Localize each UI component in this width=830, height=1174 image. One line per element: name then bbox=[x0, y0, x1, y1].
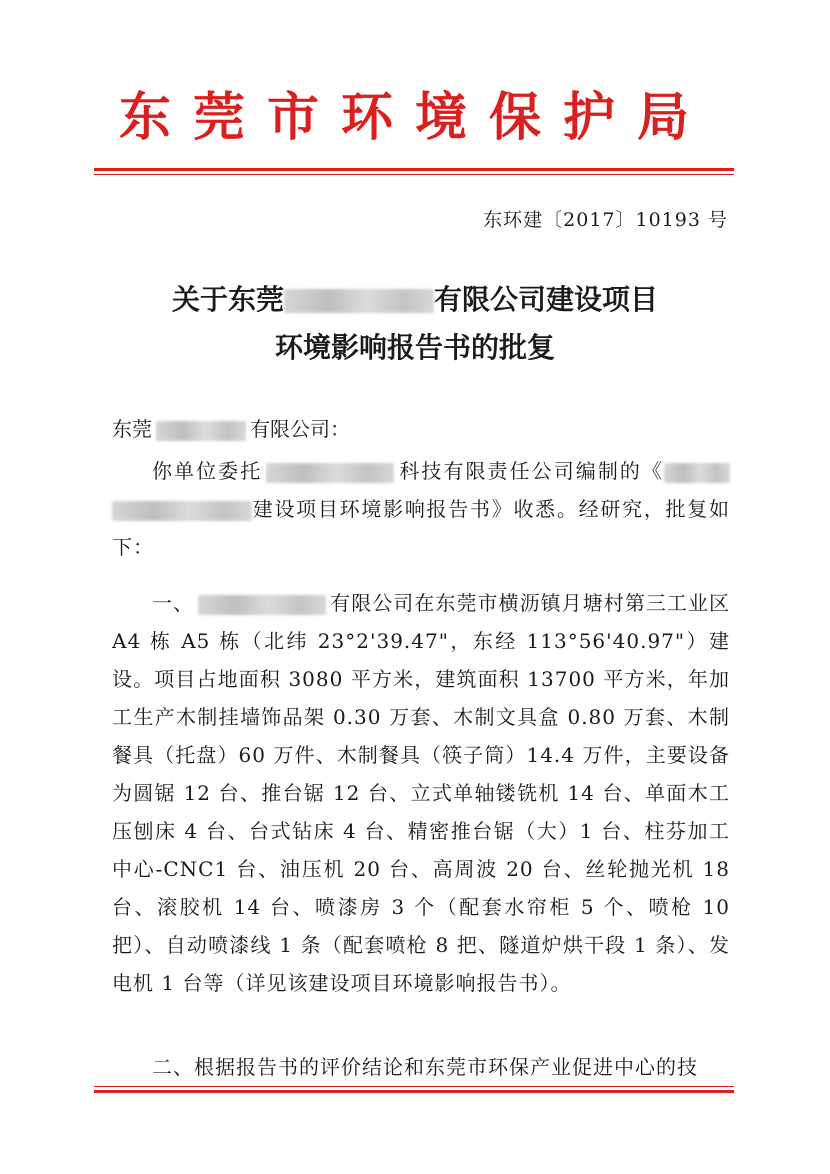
salutation-suffix: 有限公司： bbox=[250, 417, 350, 441]
redacted-project-name-cont bbox=[112, 501, 252, 521]
para1-prefix: 你单位委托 bbox=[152, 459, 263, 483]
title-suffix: 有限公司建设项目 bbox=[434, 283, 659, 316]
salutation bbox=[112, 410, 350, 448]
para1-suffix: 建设项目环境影响报告书》收悉。经研究，批复如下： bbox=[112, 497, 730, 559]
redacted-project-name bbox=[664, 463, 730, 483]
header-rule-thick bbox=[94, 168, 734, 171]
document-number: 东环建〔2017〕10193 号 bbox=[483, 209, 728, 231]
paragraph-3 bbox=[112, 1048, 730, 1086]
para2-text: 有限公司在东莞市横沥镇月塘村第三工业区 A4 栋 A5 栋（北纬 23°2'39.47"，东经 113°56'40.97"）建设。项目占地面积 3080 平方米，建筑面积 13700 平方米，年加工生产木制挂墙饰品架 0.30 万套、木制文具盒 0.80 万套、木制餐具（托盘）60 万件、木制餐具（筷子筒）14.4 万件，主要设备为圆锯 12 台、推台锯 12 台、立式单轴镂铣机 14 台、单面木工压刨床 4 台、台式钻床 4 台、精密推台锯（大）1 台、柱芬加工中心-CNC1 台、油压机 20 台、高周波 20 台、丝轮抛光机 18 台、滚胶机 14 台、喷漆房 3 个（配套水帘柜 5 个、喷枪 10 把）、自动喷漆线 1 条（配套喷枪 8 把、隧道炉烘干段 1 条）、发电机 1 台等（详见该建设项目环境影响报告书）。 bbox=[112, 591, 731, 995]
document-title-line1 bbox=[0, 278, 830, 322]
footer-rule-thick bbox=[94, 1090, 734, 1093]
redacted-consultant bbox=[266, 463, 394, 483]
salutation-prefix: 东莞 bbox=[112, 417, 152, 441]
title-prefix: 关于东莞 bbox=[171, 283, 284, 316]
redacted-company-ref bbox=[198, 595, 326, 615]
redacted-company-name bbox=[284, 289, 434, 313]
para1-middle: 科技有限责任公司编制的《 bbox=[398, 459, 665, 483]
letterhead: 东莞市环境保护局 bbox=[118, 87, 711, 148]
footer-rule-thin bbox=[94, 1086, 734, 1087]
para2-prefix: 一、 bbox=[152, 591, 195, 615]
paragraph-2 bbox=[112, 584, 730, 1002]
document-title-line2: 环境影响报告书的批复 bbox=[274, 331, 555, 364]
para3-text: 二、根据报告书的评价结论和东莞市环保产业促进中心的技 bbox=[152, 1055, 698, 1079]
redacted-recipient bbox=[156, 421, 246, 441]
header-rule-thin bbox=[94, 174, 734, 175]
paragraph-1 bbox=[112, 452, 730, 566]
